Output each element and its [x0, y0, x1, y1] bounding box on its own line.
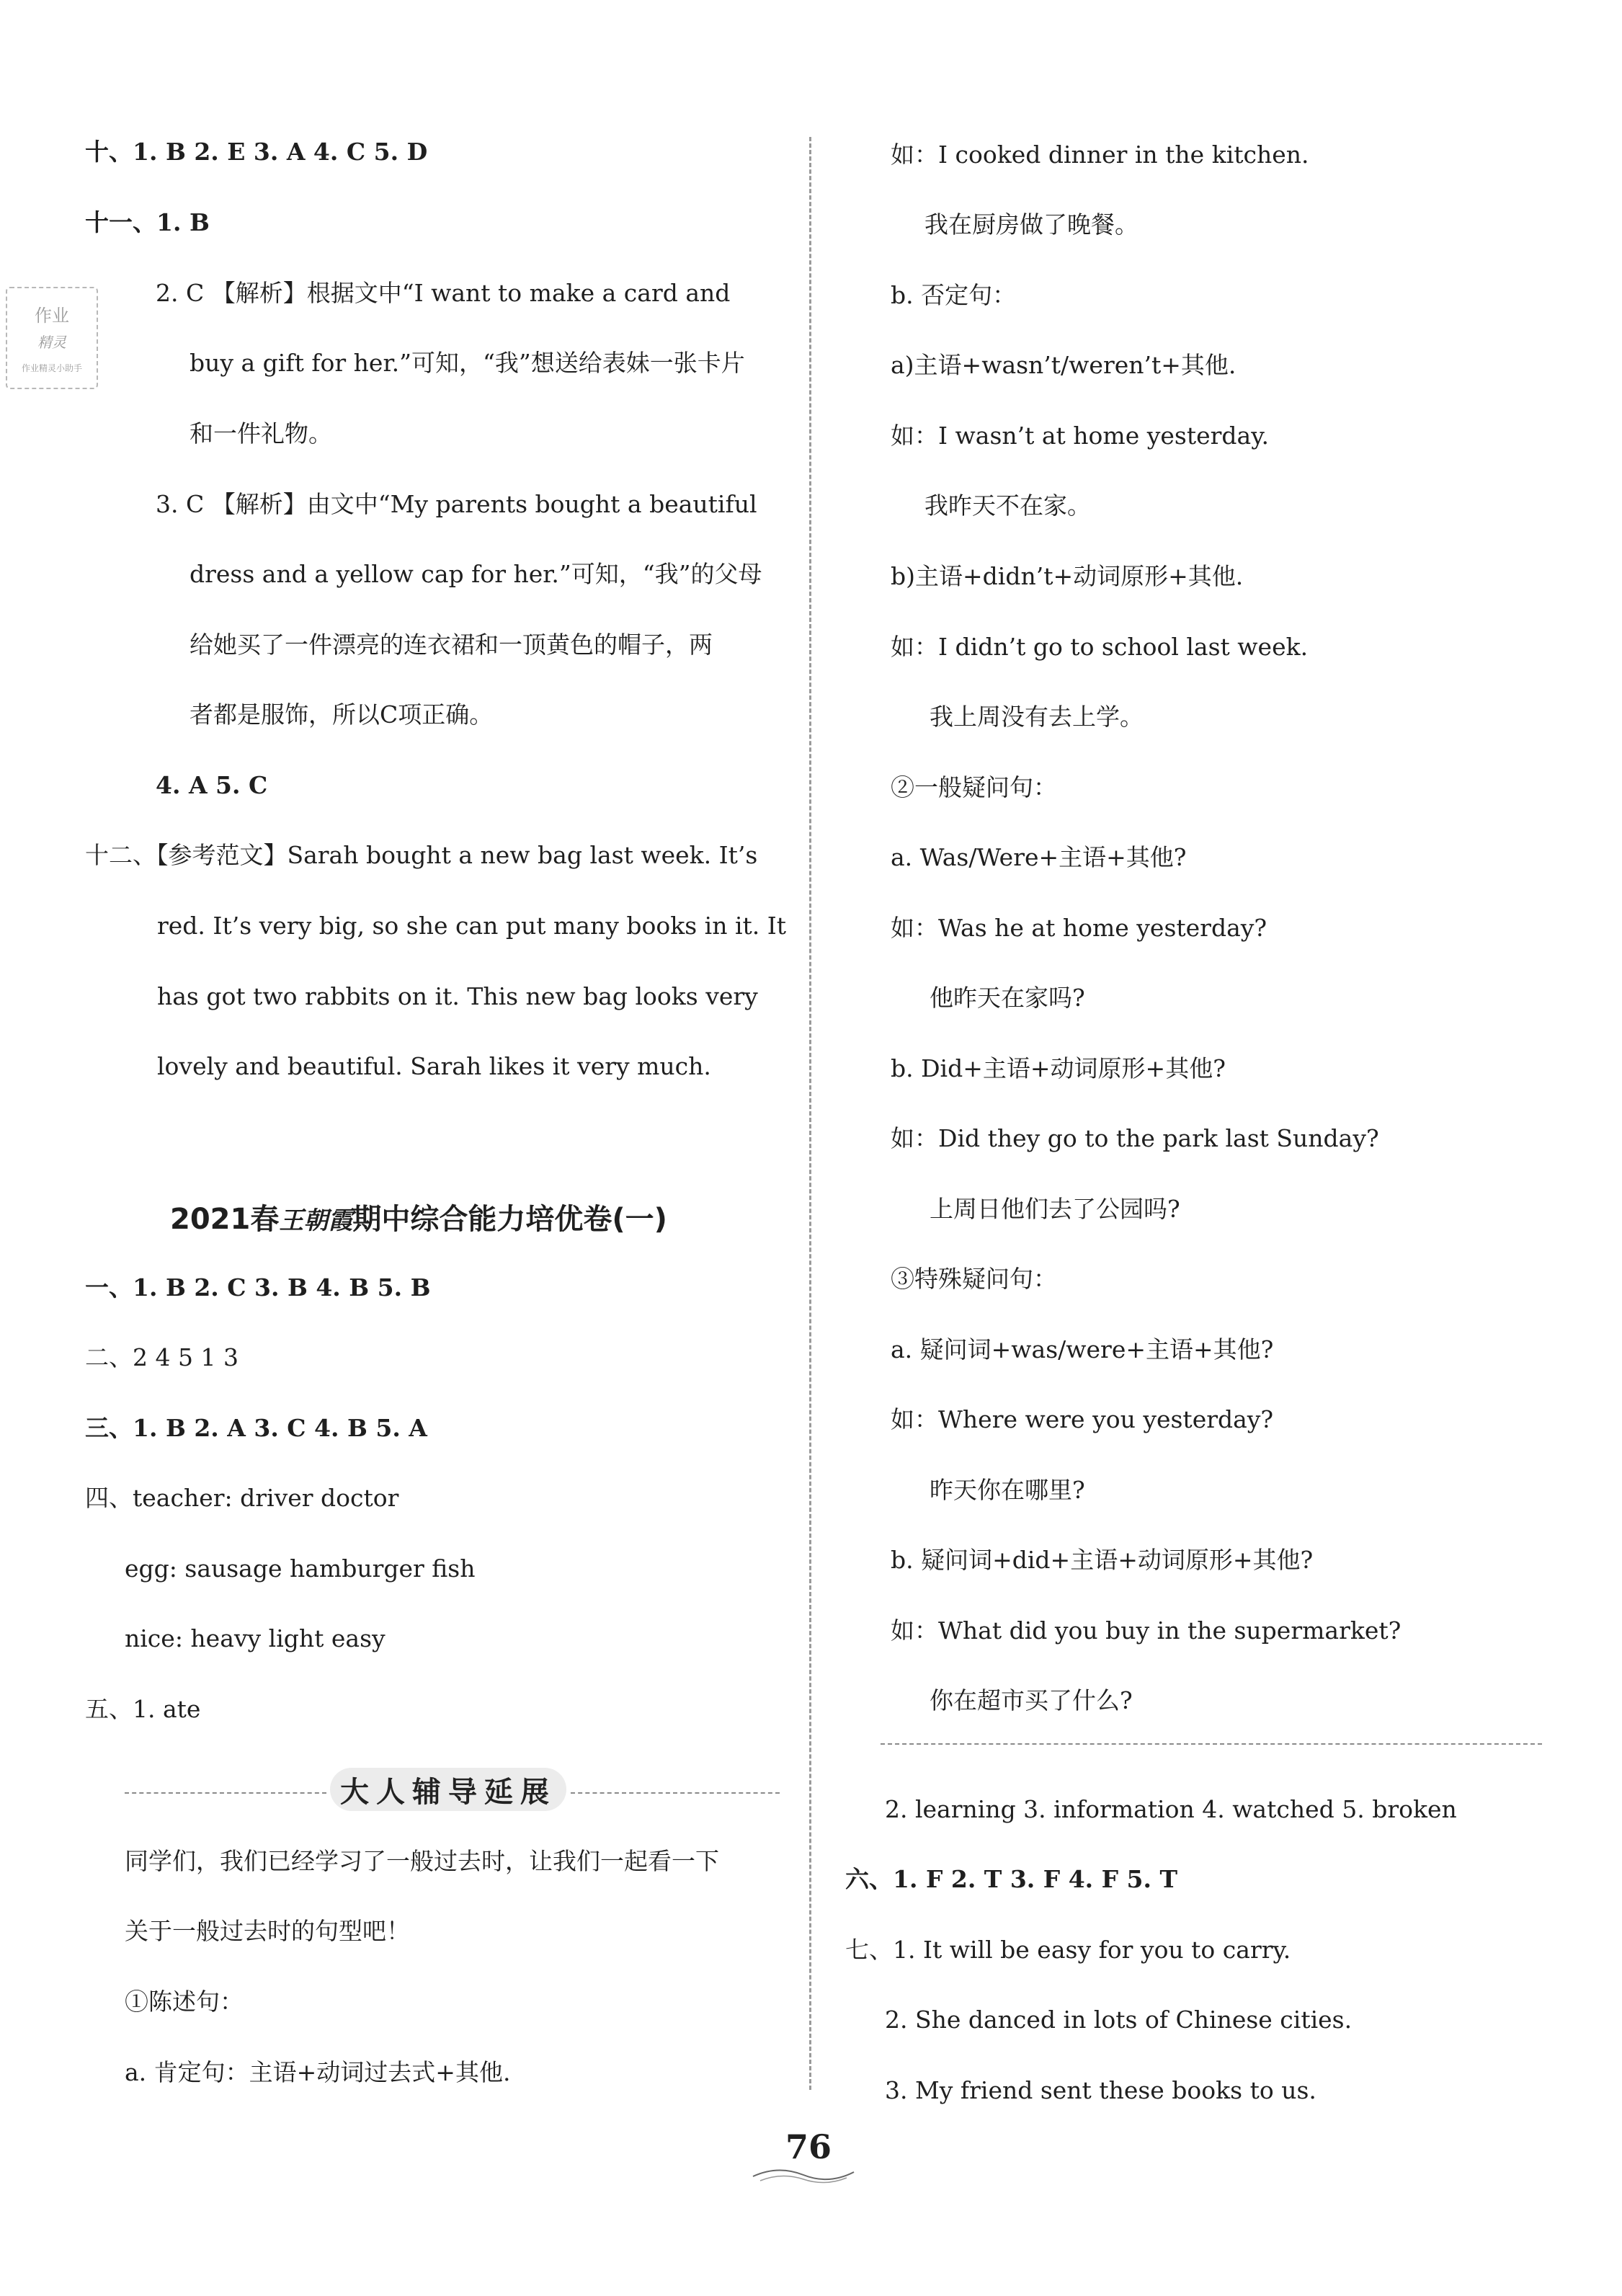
- left-text-line: 十一、1. B: [85, 208, 210, 236]
- right-text-line: 我在厨房做了晚餐。: [924, 210, 1138, 239]
- left-text-line: 五、1. ate: [85, 1695, 201, 1723]
- right-text-line: b. 否定句：: [891, 281, 1017, 309]
- right-text-line: 他昨天在家吗?: [930, 984, 1085, 1012]
- left-text-line: 三、1. B 2. A 3. C 4. B 5. A: [85, 1414, 427, 1442]
- section-title-rest: 期中综合能力培优卷(一): [352, 1203, 667, 1236]
- right-text-line: 昨天你在哪里?: [930, 1476, 1085, 1504]
- left-text-line: egg: sausage hamburger fish: [125, 1554, 476, 1583]
- right-text-line: 七、1. It will be easy for you to carry.: [845, 1936, 1291, 1964]
- right-text-line: ②一般疑问句：: [891, 773, 1057, 801]
- right-text-line: 3. My friend sent these books to us.: [885, 2076, 1316, 2104]
- left-text-line: has got two rabbits on it. This new bag looks very: [157, 982, 758, 1010]
- stamp-line-3: 作业精灵小助手: [21, 363, 82, 373]
- left-text-line: 十、1. B 2. E 3. A 4. C 5. D: [85, 138, 428, 166]
- banner-rule-left: [125, 1792, 326, 1794]
- right-text-line: ③特殊疑问句：: [891, 1265, 1057, 1293]
- right-text-line: b. Did+主语+动词原形+其他?: [891, 1054, 1226, 1082]
- page-wave-ornament-icon: [749, 2163, 857, 2185]
- right-text-line: 如：Did they go to the park last Sunday?: [891, 1124, 1379, 1152]
- right-text-line: 如：Where were you yesterday?: [891, 1405, 1274, 1433]
- right-text-line: b. 疑问词+did+主语+动词原形+其他?: [891, 1546, 1314, 1574]
- section-title-year: 2021春: [170, 1203, 280, 1236]
- section-title-brand: 王朝霞: [279, 1206, 353, 1235]
- right-text-line: 上周日他们去了公园吗?: [930, 1195, 1180, 1223]
- right-text-line: 如：What did you buy in the supermarket?: [891, 1616, 1402, 1645]
- left-text-line: 给她买了一件漂亮的连衣裙和一顶黄色的帽子，两: [190, 631, 713, 659]
- right-text-line: 你在超市买了什么?: [930, 1686, 1133, 1714]
- stamp-line-1: 作业: [35, 306, 69, 326]
- left-text-line: 和一件礼物。: [190, 419, 332, 448]
- right-text-line: 2. learning 3. information 4. watched 5. broken: [885, 1795, 1457, 1823]
- right-text-line: 我上周没有去上学。: [930, 703, 1144, 731]
- right-text-line: 2. She danced in lots of Chinese cities.: [885, 2006, 1353, 2034]
- left-text-line: 十二、【参考范文】Sarah bought a new bag last week. It’s: [85, 841, 758, 869]
- left-text-line: ①陈述句：: [125, 1988, 244, 2016]
- right-text-line: 如：I cooked dinner in the kitchen.: [891, 141, 1309, 169]
- left-text-line: buy a gift for her.”可知，“我”想送给表妹一张卡片: [190, 349, 745, 377]
- banner-label: 大人辅导延展: [340, 1775, 556, 1809]
- left-text-line: 关于一般过去时的句型吧！: [125, 1917, 410, 1945]
- column-divider: [809, 137, 811, 2090]
- tutoring-banner: [330, 1768, 566, 1811]
- left-text-line: 者都是服饰，所以C项正确。: [190, 700, 494, 729]
- right-text-line: 如：I didn’t go to school last week.: [891, 633, 1309, 661]
- left-text-line: dress and a yellow cap for her.”可知，“我”的父母: [190, 560, 762, 588]
- right-text-line: a. Was/Were+主语+其他?: [891, 843, 1187, 871]
- right-text-line: a)主语+wasn’t/weren’t+其他.: [891, 351, 1236, 379]
- right-text-line: b)主语+didn’t+动词原形+其他.: [891, 562, 1244, 590]
- left-text-line: 一、1. B 2. C 3. B 4. B 5. B: [85, 1273, 431, 1301]
- left-text-line: red. It’s very big, so she can put many books in it. It: [157, 912, 787, 940]
- left-text-line: 二、2 4 5 1 3: [85, 1343, 239, 1371]
- right-text-line: 六、1. F 2. T 3. F 4. F 5. T: [845, 1865, 1178, 1893]
- right-text-line: 如：I wasn’t at home yesterday.: [891, 422, 1269, 450]
- left-text-line: 4. A 5. C: [156, 771, 268, 799]
- right-text-line: 如：Was he at home yesterday?: [891, 914, 1267, 942]
- left-text-line: 3. C 【解析】由文中“My parents bought a beautiful: [156, 490, 757, 518]
- left-text-line: a. 肯定句：主语+动词过去式+其他.: [125, 2058, 511, 2086]
- left-text-line: 四、teacher: driver doctor: [85, 1484, 399, 1512]
- right-text-line: 我昨天不在家。: [924, 491, 1091, 520]
- section-title: [170, 1196, 667, 1237]
- left-text-line: nice: heavy light easy: [125, 1624, 386, 1652]
- watermark-stamp: [6, 287, 98, 389]
- right-text-line: a. 疑问词+was/were+主语+其他?: [891, 1335, 1274, 1363]
- banner-rule-right: [571, 1792, 780, 1794]
- page-number: 76: [785, 2127, 832, 2166]
- left-text-line: 同学们，我们已经学习了一般过去时，让我们一起看一下: [125, 1847, 719, 1875]
- left-text-line: lovely and beautiful. Sarah likes it very much.: [157, 1052, 711, 1080]
- stamp-line-2: 精灵: [37, 334, 66, 351]
- section-rule: [881, 1743, 1542, 1745]
- left-text-line: 2. C 【解析】根据文中“I want to make a card and: [156, 279, 731, 307]
